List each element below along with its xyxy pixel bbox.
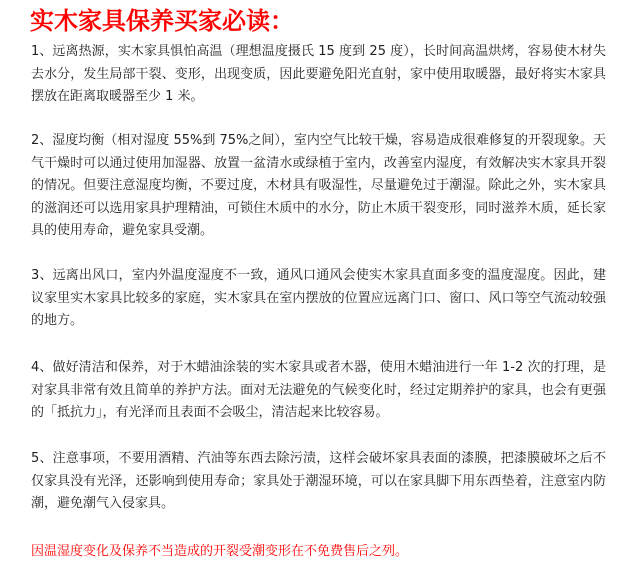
page-title: 实木家具保养买家必读： [30, 7, 294, 35]
paragraph-keep-away-from-heat: 1、远离热源，实木家具惧怕高温（理想温度摄氏 15 度到 25 度），长时间高温烘烤，容易使木材失去水分，发生局部干裂、变形，出现变质，因此要避免阳光直射，家中使用取暖器，最好将实木家具摆放在距离取暖器至少 1 米。 [31, 44, 606, 104]
paragraph-keep-away-from-air-vents: 3、远离出风口，室内外温度湿度不一致，通风口通风会使实木家具直面多变的温度湿度。因此，建议家里实木家具比较多的家庭，实木家具在室内摆放的位置应远离门口、窗口、风口等空气流动较强的地方。 [31, 268, 606, 328]
paragraph-precautions: 5、注意事项，不要用酒精、汽油等东西去除污渍，这样会破坏家具表面的漆膜，把漆膜破坏之后不仅家具没有光泽，还影响到使用寿命；家具处于潮湿环境，可以在家具脚下用东西垫着，注意室内防潮，避免潮气入侵家具。 [31, 451, 606, 511]
warranty-exclusion-note: 因温湿度变化及保养不当造成的开裂受潮变形在不免费售后之列。 [31, 544, 409, 559]
paragraph-humidity-balance: 2、湿度均衡（相对湿度 55%到 75%之间），室内空气比较干燥，容易造成很难修复的开裂现象。天气干燥时可以通过使用加湿器、放置一盆清水或绿植于室内，改善室内湿度，有效解决实木家具开裂的情况。但要注意湿度均衡，不要过度，木材具有吸湿性，尽量避免过于潮湿。除此之外，实木家具的滋润还可以选用家具护理精油，可锁住木质中的水分，防止木质干裂变形，同时滋养木质，延长家具的使用寿命，避免家具受潮。 [31, 133, 606, 238]
paragraph-cleaning-and-maintenance: 4、做好清洁和保养，对于木蜡油涂装的实木家具或者木器，使用木蜡油进行一年 1-2 次的打理，是对家具非常有效且简单的养护方法。面对无法避免的气候变化时，经过定期养护的家具，也会有更强的「抵抗力」，有光泽而且表面不会吸尘，清洁起来比较容易。 [31, 360, 606, 420]
